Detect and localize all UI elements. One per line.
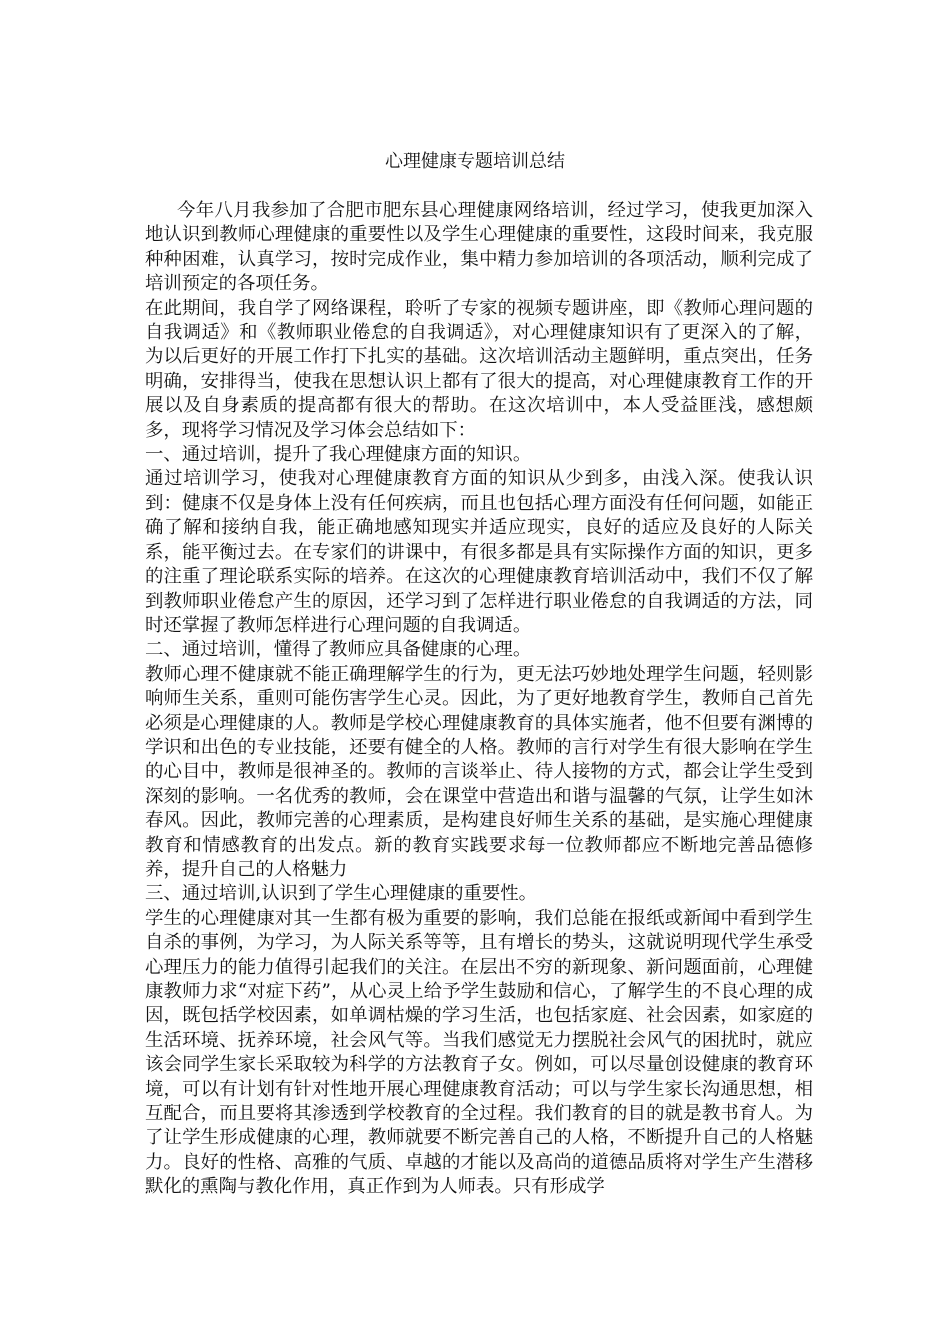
paragraph-section-1: 通过培训学习，使我对心理健康教育方面的知识从少到多，由浅入深。使我认识到：健康不仅是身体上没有任何疾病，而且也包括心理方面没有任何问题，如能正确了解和接纳自我，能正确地感知现实并适应现实，良好的适应及良好的人际关系，能平衡过去。在专家们的讲课中，有很多都是具有实际操作方面的知识，更多的注重了理论联系实际的培养。在这次的心理健康教育培训活动中，我们不仅了解到教师职业倦怠产生的原因，还学习到了怎样进行职业倦怠的自我调适的方法，同时还掌握了教师怎样进行心理问题的自我调适。 <box>145 468 813 636</box>
paragraph-section-3: 学生的心理健康对其一生都有极为重要的影响，我们总能在报纸或新闻中看到学生自杀的事例，为学习，为人际关系等等，且有增长的势头，这就说明现代学生承受心理压力的能力值得引起我们的关注。在层出不穷的新现象、新问题面前，心理健康教师力求“对症下药”，从心灵上给予学生鼓励和信心，了解学生的不良心理的成因，既包括学校因素，如单调枯燥的学习生活，也包括家庭、社会因素，如家庭的生活环境、抚养环境，社会风气等。当我们感觉无力摆脱社会风气的困扰时，就应该会同学生家长采取较为科学的方法教育子女。例如，可以尽量创设健康的教育环境，可以有计划有针对性地开展心理健康教育活动；可以与学生家长沟通思想，相互配合，而且要将其渗透到学校教育的全过程。我们教育的目的就是教书育人。为了让学生形成健康的心理，教师就要不断完善自己的人格，不断提升自己的人格魅力。良好的性格、高雅的气质、卓越的才能以及高尚的道德品质将对学生产生潜移默化的熏陶与教化作用，真正作到为人师表。只有形成学 <box>145 907 813 1198</box>
section-heading-3: 三、通过培训,认识到了学生心理健康的重要性。 <box>145 883 538 905</box>
section-heading-2: 二、通过培训，懂得了教师应具备健康的心理。 <box>145 639 532 661</box>
document-body <box>145 199 813 1200</box>
paragraph-section-2: 教师心理不健康就不能正确理解学生的行为，更无法巧妙地处理学生问题，轻则影响师生关系，重则可能伤害学生心灵。因此，为了更好地教育学生，教师自己首先必须是心理健康的人。教师是学校心理健康教育的具体实施者，他不但要有渊博的学识和出色的专业技能，还要有健全的人格。教师的言行对学生有很大影响在学生的心目中，教师是很神圣的。教师的言谈举止、待人接物的方式，都会让学生受到深刻的影响。一名优秀的教师，会在课堂中营造出和谐与温馨的气氛，让学生如沐春风。因此，教师完善的心理素质，是构建良好师生关系的基础，是实施心理健康教育和情感教育的出发点。新的教育实践要求每一位教师都应不断地完善品德修养，提升自己的人格魅力 <box>145 663 813 880</box>
paragraph-intro: 今年八月我参加了合肥市肥东县心理健康网络培训，经过学习，使我更加深入地认识到教师心理健康的重要性以及学生心理健康的重要性，这段时间来，我克服种种困难，认真学习，按时完成作业，集中精力参加培训的各项活动，顺利完成了培训预定的各项任务。 <box>145 200 813 295</box>
paragraph-period: 在此期间，我自学了网络课程，聆听了专家的视频专题讲座，即《教师心理问题的自我调适》和《教师职业倦怠的自我调适》，对心理健康知识有了更深入的了解，为以后更好的开展工作打下扎实的基础。这次培训活动主题鲜明，重点突出，任务明确，安排得当，使我在思想认识上都有了很大的提高，对心理健康教育工作的开展以及自身素质的提高都有很大的帮助。在这次培训中，本人受益匪浅，感想颇多，现将学习情况及学习体会总结如下： <box>145 297 813 441</box>
document-title: 心理健康专题培训总结 <box>385 151 565 172</box>
section-heading-1: 一、通过培训，提升了我心理健康方面的知识。 <box>145 444 532 466</box>
